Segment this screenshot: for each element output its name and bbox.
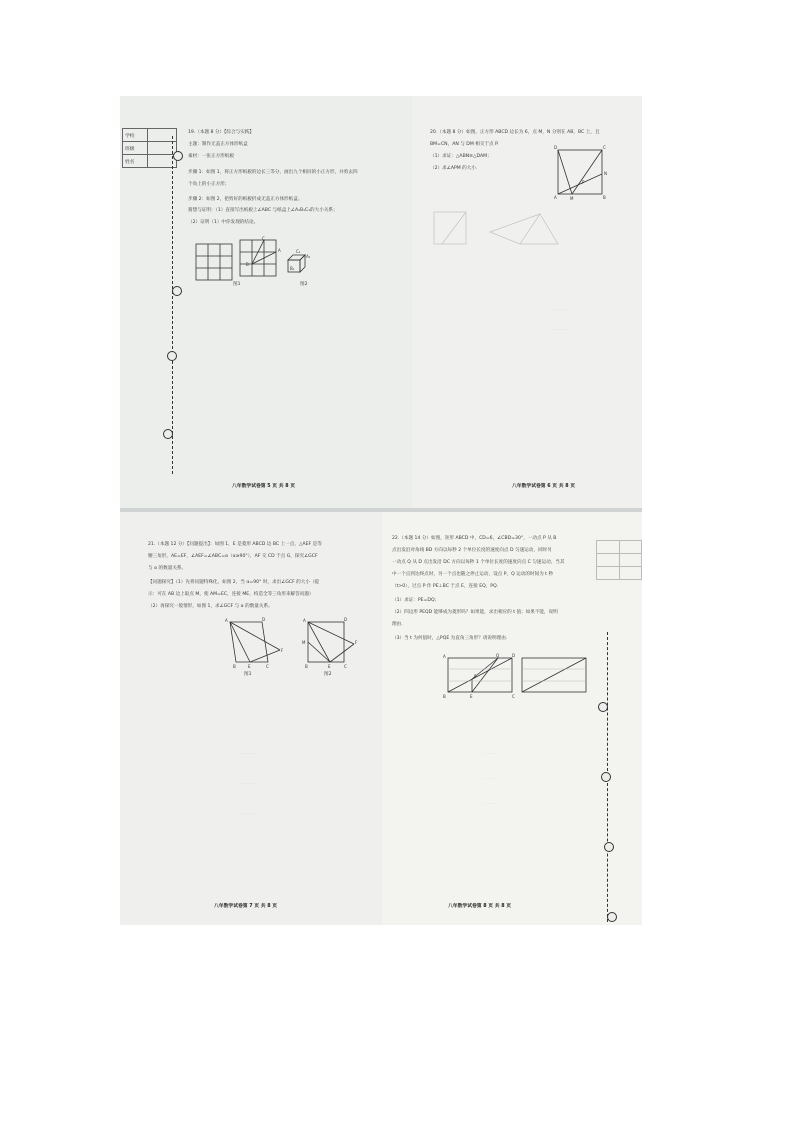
fig1-caption: 图1 [233, 282, 241, 287]
student-info-box [122, 128, 177, 168]
binding-line [172, 136, 173, 474]
q22-line: （3）当 t 为何值时，△PQE 为直角三角形？请说明理由. [392, 636, 508, 641]
faded-bleed-text: · · · · · · [552, 308, 569, 313]
svg-text:C: C [262, 236, 265, 241]
page-footer: 八年数学试卷第 8 页 共 8 页 [448, 904, 511, 909]
svg-text:D: D [512, 653, 516, 658]
svg-text:C: C [266, 664, 269, 669]
q22-line: 一动点 Q 从 D 点出发沿 DC 方向以每秒 1 个单位长度的速度向点 C 匀速运动，当其 [392, 560, 565, 565]
faded-bleed-text: · · · · · · · [240, 782, 259, 787]
svg-text:A: A [443, 654, 446, 659]
svg-text:P: P [474, 674, 477, 679]
exam-page-5 [120, 96, 412, 508]
q21-line: 腰三角形，AE=EF，∠AEF=∠ABC=α（α≥90°），AF 交 CD 于点 G，探究∠GCF [148, 554, 318, 559]
q20-faded-figures [430, 208, 570, 253]
binding-hole [167, 351, 177, 361]
svg-text:E: E [470, 694, 473, 699]
fig2-caption: 图2 [324, 672, 332, 677]
svg-text:C: C [512, 694, 515, 699]
faded-bleed-text: · · · · · · [482, 777, 499, 782]
svg-text:B: B [246, 262, 249, 267]
q21-line: 【问题探究】（1）先将问题特殊化，如图 2，当 α=90° 时，求出∠GCF 的大小（提 [148, 580, 320, 585]
faded-bleed-text: · · · · · · [552, 328, 569, 333]
svg-text:A: A [225, 618, 228, 623]
page-footer: 八年数学试卷第 5 页 共 8 页 [232, 484, 295, 489]
q19-line: 步骤 2：如图 2，把剪好的纸板折成无盖正方体形纸盒。 [188, 197, 303, 202]
q22-line: （1）求证：PE=DQ； [392, 598, 440, 603]
faded-bleed-text: · · · · · · · [240, 752, 259, 757]
fig2-caption: 图2 [300, 282, 308, 287]
q22-line: （2）四边形 PEQD 能够成为菱形吗？如果能，求出相应的 t 值；如果不能，说明 [392, 610, 558, 615]
svg-text:B: B [603, 195, 606, 200]
svg-text:A₁: A₁ [306, 254, 310, 259]
q20-line: BM=CN，AN 与 DM 相交于点 P. [430, 142, 499, 147]
binding-hole [172, 286, 182, 296]
scanned-photo [120, 96, 642, 925]
q20-line: （1）求证：△ABN≌△DAM； [430, 154, 492, 159]
q21-line: 与 α 的数量关系。 [148, 566, 187, 571]
svg-text:F: F [355, 640, 358, 645]
q22-line: 点出发沿对角线 BD 方向以每秒 2 个单位长度的速度向点 D 匀速运动，同时另 [392, 548, 552, 553]
q19-line: 个角上的小正方形； [188, 182, 230, 187]
faded-bleed-text: · · · · · · · [240, 812, 259, 817]
svg-text:M: M [302, 640, 306, 645]
svg-text:Q: Q [496, 653, 500, 658]
q22-line: 中一个点到达终点时，另一个点也随之停止运动，设点 P，Q 运动的时间为 t 秒 [392, 572, 554, 577]
binding-hole [604, 842, 614, 852]
page-footer: 八年数学试卷第 7 页 共 8 页 [214, 904, 277, 909]
exam-page-7 [120, 512, 382, 925]
q21-figures [220, 616, 360, 674]
score-box [596, 540, 642, 580]
faded-bleed-text: · · · · · · [482, 802, 499, 807]
svg-text:D: D [262, 617, 266, 622]
q22-line: 22.（本题 14 分）如图，矩形 ABCD 中，CD=6，∠CBD=30°，一动点 P 从 B [392, 536, 557, 541]
q22-line: 理由. [392, 622, 403, 627]
svg-text:A: A [303, 618, 306, 623]
svg-text:C: C [344, 664, 347, 669]
svg-text:B: B [443, 694, 446, 699]
q22-line: （t>0），过点 P 作 PE⊥BC 于点 E，连接 EQ，PQ. [392, 584, 499, 589]
faded-bleed-text: · · · · · · [482, 752, 499, 757]
fig1-caption: 图1 [244, 672, 252, 677]
svg-text:B₁: B₁ [290, 266, 295, 271]
exam-page-8 [382, 512, 642, 925]
svg-text:D: D [344, 617, 348, 622]
svg-text:B: B [233, 664, 236, 669]
svg-text:E: E [248, 664, 251, 669]
svg-text:C: C [603, 145, 606, 150]
q19-figures [192, 236, 310, 291]
question-19-header: 19.（本题 8 分）【综合与实践】 [188, 130, 254, 135]
q21-line: 21.（本题 12 分）【问题提出】：如图 1，E 是菱形 ABCD 边 BC 上一点，△AEF 是等 [148, 542, 322, 547]
binding-hole [598, 702, 608, 712]
q19-line: 主题：制作无盖正方体形纸盒 [188, 142, 248, 147]
page-footer: 八年数学试卷第 6 页 共 8 页 [512, 484, 575, 489]
exam-page-6 [412, 96, 642, 508]
q20-line: （2）求∠APM 的大小. [430, 166, 478, 171]
q20-figure [552, 144, 612, 204]
binding-hole [601, 772, 611, 782]
school-field: 学校 [123, 129, 148, 142]
svg-text:A: A [278, 248, 281, 253]
svg-text:F: F [281, 648, 284, 653]
svg-text:B: B [305, 664, 308, 669]
q21-line: 示：可在 AB 边上取点 M，使 AM=EC，连接 ME，构造全等三角形来解答问题） [148, 592, 314, 597]
svg-text:M: M [570, 196, 574, 201]
svg-text:C₁: C₁ [296, 249, 301, 254]
q19-line: 素材：一张正方形纸板 [188, 154, 234, 159]
svg-text:N: N [604, 171, 607, 176]
svg-text:A: A [554, 195, 557, 200]
q19-line: 步骤 1：如图 1，将正方形纸板的边长三等分，画出九个相同的小正方形，并剪去四 [188, 170, 358, 175]
q19-line: （2）证明（1）中你发现的结论。 [188, 220, 259, 225]
svg-text:P: P [582, 180, 585, 185]
q20-line: 20.（本题 8 分）如图，正方形 ABCD 边长为 6，点 M，N 分别在 AB，BC 上，且 [430, 130, 600, 135]
svg-text:E: E [328, 664, 331, 669]
binding-hole [173, 151, 183, 161]
q21-line: （2）再探究一般情形，如图 1，求∠GCF 与 α 的数量关系。 [148, 604, 273, 609]
binding-hole [607, 912, 617, 922]
q19-line: 猜想与证明：（1）直接写出纸板上∠ABC 与纸盒上∠A₁B₁C₁的大小关系； [188, 208, 338, 213]
svg-text:D: D [554, 145, 558, 150]
binding-hole [163, 429, 173, 439]
class-field: 班级 [123, 142, 148, 155]
q22-figures [442, 652, 592, 702]
name-field: 姓名 [123, 155, 148, 168]
